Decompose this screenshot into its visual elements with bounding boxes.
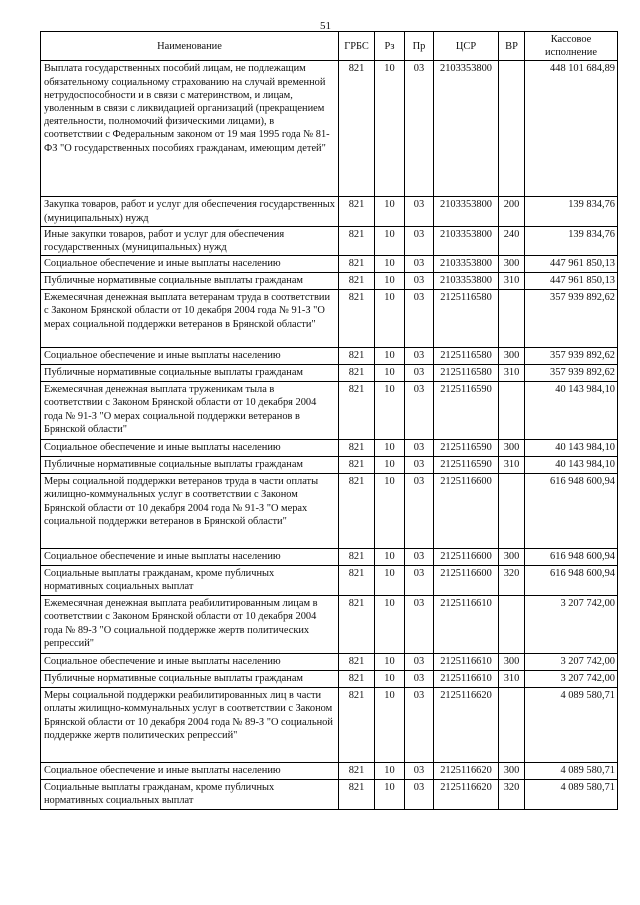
cell-pr: 03 — [405, 549, 434, 566]
cell-rz: 10 — [375, 566, 405, 596]
cell-grbs: 821 — [339, 273, 375, 290]
cell-grbs: 821 — [339, 290, 375, 348]
cell-name: Закупка товаров, работ и услуг для обеспечения государственных (муниципальных) нужд — [41, 197, 339, 226]
column-header-amount: Кассовое исполнение — [525, 32, 618, 61]
cell-rz: 10 — [375, 671, 405, 688]
cell-vr: 300 — [499, 440, 525, 457]
table-row — [41, 256, 618, 273]
cell-vr: 310 — [499, 273, 525, 290]
cell-rz: 10 — [375, 365, 405, 382]
cell-amount: 448 101 684,89 — [525, 61, 618, 197]
cell-csr: 2103353800 — [434, 197, 499, 226]
cell-name: Социальные выплаты гражданам, кроме публичных нормативных социальных выплат — [41, 780, 339, 809]
cell-grbs: 821 — [339, 596, 375, 654]
cell-amount: 3 207 742,00 — [525, 654, 618, 671]
cell-name: Публичные нормативные социальные выплаты гражданам — [41, 365, 339, 382]
table-row — [41, 382, 618, 440]
cell-vr — [499, 61, 525, 197]
cell-rz: 10 — [375, 382, 405, 440]
cell-csr: 2125116580 — [434, 290, 499, 348]
cell-csr: 2125116600 — [434, 474, 499, 549]
table-row — [41, 596, 618, 654]
cell-rz: 10 — [375, 197, 405, 226]
cell-csr: 2125116610 — [434, 654, 499, 671]
cell-vr — [499, 688, 525, 763]
cell-amount: 3 207 742,00 — [525, 671, 618, 688]
cell-rz: 10 — [375, 549, 405, 566]
cell-name: Ежемесячная денежная выплата ветеранам труда в соответствии с Законом Брянской области от 10 декабря 2004 года № 91-З "О мерах социальной поддержки ветеранов в Брянской области" — [41, 290, 339, 348]
cell-pr: 03 — [405, 671, 434, 688]
table-row — [41, 273, 618, 290]
cell-grbs: 821 — [339, 256, 375, 273]
cell-vr — [499, 290, 525, 348]
column-header-rz: Рз — [375, 32, 405, 61]
cell-pr: 03 — [405, 256, 434, 273]
cell-name: Социальное обеспечение и иные выплаты населению — [41, 763, 339, 780]
cell-csr: 2125116620 — [434, 780, 499, 809]
cell-vr: 300 — [499, 348, 525, 365]
table-row — [41, 671, 618, 688]
column-header-csr: ЦСР — [434, 32, 499, 61]
cell-rz: 10 — [375, 654, 405, 671]
cell-amount: 616 948 600,94 — [525, 566, 618, 596]
cell-amount: 4 089 580,71 — [525, 780, 618, 809]
column-header-vr: ВР — [499, 32, 525, 61]
cell-csr: 2125116580 — [434, 365, 499, 382]
cell-vr — [499, 382, 525, 440]
cell-name: Публичные нормативные социальные выплаты гражданам — [41, 457, 339, 474]
cell-grbs: 821 — [339, 671, 375, 688]
cell-csr: 2125116610 — [434, 671, 499, 688]
cell-rz: 10 — [375, 596, 405, 654]
cell-rz: 10 — [375, 348, 405, 365]
cell-pr: 03 — [405, 763, 434, 780]
cell-pr: 03 — [405, 197, 434, 226]
cell-amount: 40 143 984,10 — [525, 457, 618, 474]
cell-rz: 10 — [375, 273, 405, 290]
cell-grbs: 821 — [339, 780, 375, 809]
column-header-pr: Пр — [405, 32, 434, 61]
table-body — [41, 61, 618, 809]
cell-grbs: 821 — [339, 566, 375, 596]
cell-vr: 240 — [499, 226, 525, 255]
cell-rz: 10 — [375, 780, 405, 809]
cell-grbs: 821 — [339, 197, 375, 226]
table-row — [41, 474, 618, 549]
cell-pr: 03 — [405, 688, 434, 763]
table-row — [41, 763, 618, 780]
cell-pr: 03 — [405, 596, 434, 654]
cell-pr: 03 — [405, 273, 434, 290]
cell-name: Меры социальной поддержки ветеранов труда в части оплаты жилищно-коммунальных услуг в соответствии с Законом Брянской области от 10 декабря 2004 года № 91-З "О мерах социальной поддержки ветеранов в Брянской области" — [41, 474, 339, 549]
table-row — [41, 566, 618, 596]
cell-pr: 03 — [405, 440, 434, 457]
cell-amount: 357 939 892,62 — [525, 348, 618, 365]
cell-pr: 03 — [405, 654, 434, 671]
cell-grbs: 821 — [339, 61, 375, 197]
cell-grbs: 821 — [339, 654, 375, 671]
cell-vr: 310 — [499, 671, 525, 688]
cell-amount: 40 143 984,10 — [525, 382, 618, 440]
table-row — [41, 440, 618, 457]
cell-grbs: 821 — [339, 440, 375, 457]
cell-rz: 10 — [375, 763, 405, 780]
cell-vr: 300 — [499, 654, 525, 671]
cell-name: Социальное обеспечение и иные выплаты населению — [41, 549, 339, 566]
cell-csr: 2103353800 — [434, 61, 499, 197]
table-row — [41, 348, 618, 365]
cell-grbs: 821 — [339, 763, 375, 780]
column-header-grbs: ГРБС — [339, 32, 375, 61]
budget-table — [40, 31, 618, 810]
cell-amount: 139 834,76 — [525, 197, 618, 226]
cell-amount: 616 948 600,94 — [525, 549, 618, 566]
cell-csr: 2125116590 — [434, 457, 499, 474]
cell-amount: 4 089 580,71 — [525, 688, 618, 763]
table-row — [41, 365, 618, 382]
cell-pr: 03 — [405, 780, 434, 809]
cell-vr: 320 — [499, 566, 525, 596]
cell-amount: 357 939 892,62 — [525, 365, 618, 382]
cell-amount: 447 961 850,13 — [525, 273, 618, 290]
cell-csr: 2125116610 — [434, 596, 499, 654]
cell-vr: 300 — [499, 256, 525, 273]
cell-vr: 310 — [499, 365, 525, 382]
cell-csr: 2125116600 — [434, 549, 499, 566]
cell-pr: 03 — [405, 348, 434, 365]
cell-csr: 2125116620 — [434, 763, 499, 780]
cell-vr: 310 — [499, 457, 525, 474]
cell-csr: 2125116590 — [434, 382, 499, 440]
cell-grbs: 821 — [339, 688, 375, 763]
cell-name: Меры социальной поддержки реабилитированных лиц в части оплаты жилищно-коммунальных услуг в соответствии с Законом Брянской области от 10 декабря 2004 года № 89-З "О социальной поддержке жертв политических репрессий" — [41, 688, 339, 763]
page-number: 51 — [320, 20, 331, 32]
table-row — [41, 780, 618, 809]
cell-name: Социальное обеспечение и иные выплаты населению — [41, 256, 339, 273]
cell-vr — [499, 596, 525, 654]
cell-amount: 447 961 850,13 — [525, 256, 618, 273]
table-row — [41, 654, 618, 671]
table-header-row — [41, 32, 618, 61]
cell-rz: 10 — [375, 440, 405, 457]
cell-csr: 2125116590 — [434, 440, 499, 457]
table-row — [41, 61, 618, 197]
cell-pr: 03 — [405, 61, 434, 197]
cell-pr: 03 — [405, 474, 434, 549]
cell-rz: 10 — [375, 256, 405, 273]
cell-pr: 03 — [405, 457, 434, 474]
table-row — [41, 290, 618, 348]
cell-csr: 2103353800 — [434, 226, 499, 255]
cell-csr: 2125116620 — [434, 688, 499, 763]
cell-name: Ежемесячная денежная выплата реабилитированным лицам в соответствии с Законом Брянской области от 10 декабря 2004 года № 89-З "О социальной поддержке жертв политических репрессий" — [41, 596, 339, 654]
cell-name: Социальное обеспечение и иные выплаты населению — [41, 654, 339, 671]
cell-name: Ежемесячная денежная выплата труженикам тыла в соответствии с Законом Брянской области от 10 декабря 2004 года № 91-З "О мерах социальной поддержки ветеранов в Брянской области" — [41, 382, 339, 440]
cell-rz: 10 — [375, 61, 405, 197]
cell-vr — [499, 474, 525, 549]
cell-amount: 4 089 580,71 — [525, 763, 618, 780]
cell-name: Публичные нормативные социальные выплаты гражданам — [41, 671, 339, 688]
cell-pr: 03 — [405, 382, 434, 440]
cell-grbs: 821 — [339, 474, 375, 549]
cell-pr: 03 — [405, 226, 434, 255]
cell-vr: 200 — [499, 197, 525, 226]
cell-csr: 2125116600 — [434, 566, 499, 596]
cell-csr: 2125116580 — [434, 348, 499, 365]
cell-pr: 03 — [405, 290, 434, 348]
cell-vr: 300 — [499, 763, 525, 780]
cell-rz: 10 — [375, 688, 405, 763]
table-row — [41, 226, 618, 255]
cell-csr: 2103353800 — [434, 273, 499, 290]
table-row — [41, 197, 618, 226]
cell-amount: 3 207 742,00 — [525, 596, 618, 654]
cell-grbs: 821 — [339, 348, 375, 365]
cell-name: Иные закупки товаров, работ и услуг для обеспечения государственных (муниципальных) нужд — [41, 226, 339, 255]
cell-grbs: 821 — [339, 365, 375, 382]
cell-grbs: 821 — [339, 382, 375, 440]
cell-grbs: 821 — [339, 549, 375, 566]
cell-name: Публичные нормативные социальные выплаты гражданам — [41, 273, 339, 290]
table-row — [41, 457, 618, 474]
cell-grbs: 821 — [339, 457, 375, 474]
cell-vr: 300 — [499, 549, 525, 566]
column-header-name: Наименование — [41, 32, 339, 61]
cell-vr: 320 — [499, 780, 525, 809]
table-row — [41, 549, 618, 566]
cell-rz: 10 — [375, 226, 405, 255]
cell-name: Выплата государственных пособий лицам, не подлежащим обязательному социальному страхованию на случай временной нетрудоспособности и в связи с материнством, и лицам, уволенным в связи с ликвидацией организаций (прекращением деятельности, полномочий физическими лицами), в соответствии с Федеральным законом от 19 мая 1995 года № 81-ФЗ "О государственных пособиях гражданам, имеющим детей" — [41, 61, 339, 197]
cell-name: Социальные выплаты гражданам, кроме публичных нормативных социальных выплат — [41, 566, 339, 596]
cell-rz: 10 — [375, 457, 405, 474]
cell-name: Социальное обеспечение и иные выплаты населению — [41, 440, 339, 457]
table-row — [41, 688, 618, 763]
cell-pr: 03 — [405, 365, 434, 382]
cell-amount: 139 834,76 — [525, 226, 618, 255]
cell-csr: 2103353800 — [434, 256, 499, 273]
cell-amount: 40 143 984,10 — [525, 440, 618, 457]
cell-rz: 10 — [375, 474, 405, 549]
cell-name: Социальное обеспечение и иные выплаты населению — [41, 348, 339, 365]
cell-amount: 616 948 600,94 — [525, 474, 618, 549]
cell-grbs: 821 — [339, 226, 375, 255]
cell-amount: 357 939 892,62 — [525, 290, 618, 348]
cell-pr: 03 — [405, 566, 434, 596]
cell-rz: 10 — [375, 290, 405, 348]
